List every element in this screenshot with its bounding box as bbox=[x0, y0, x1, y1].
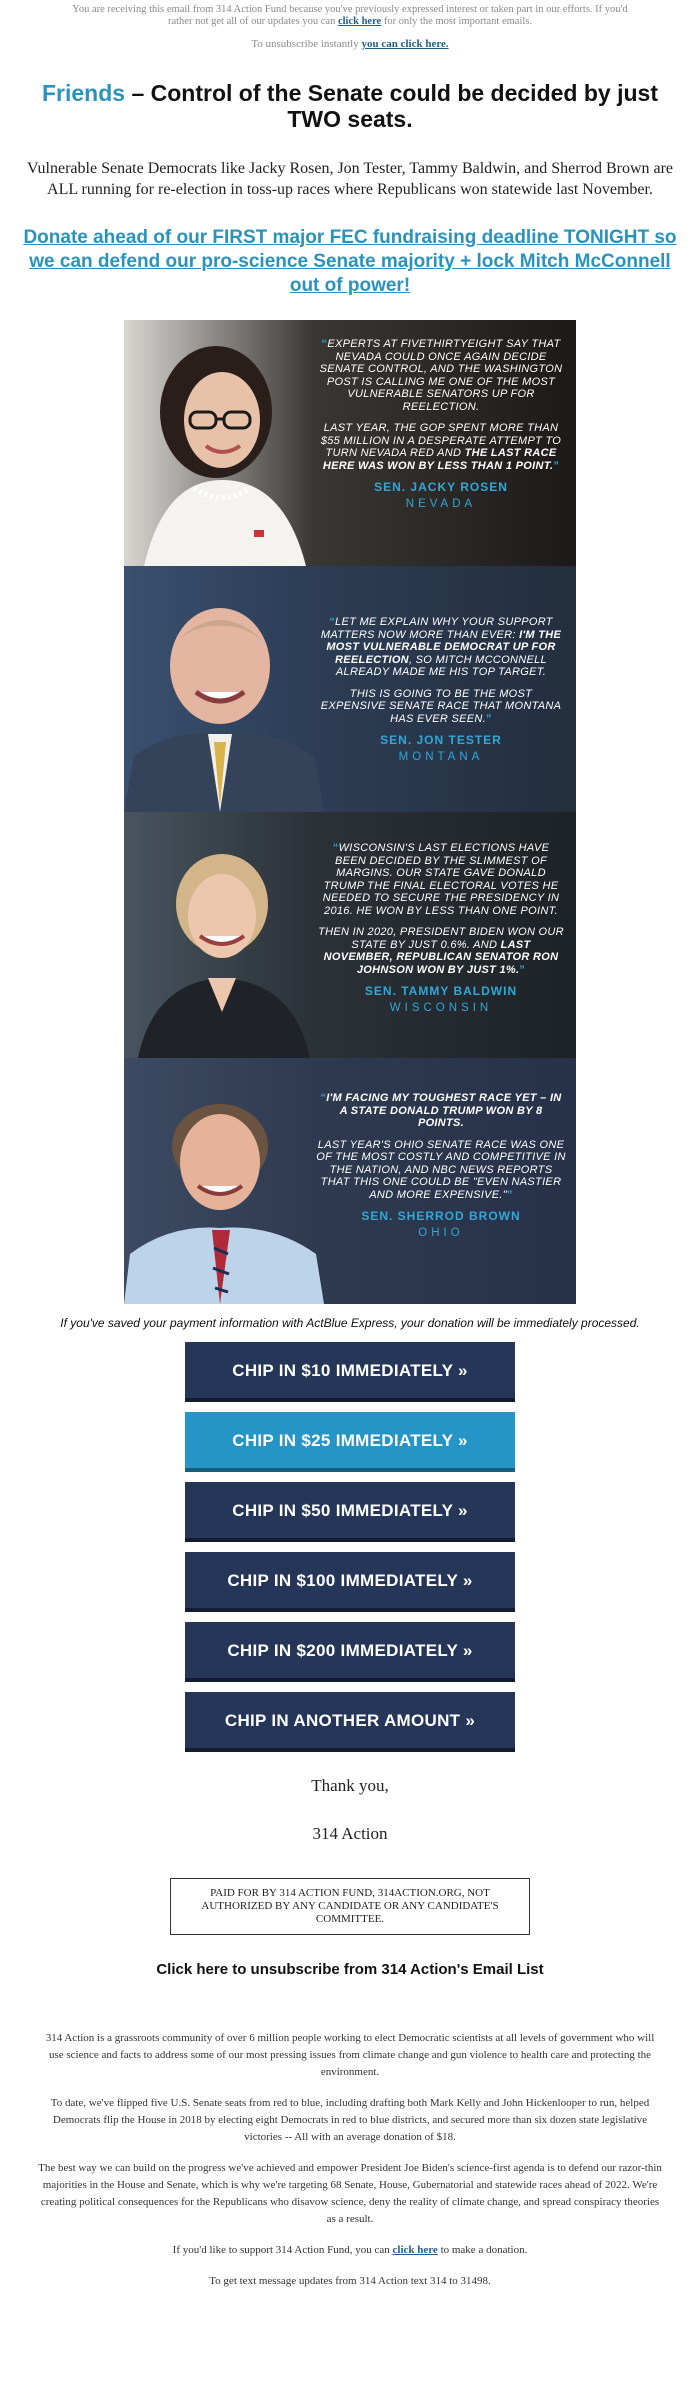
tester-quote-p2: THIS IS GOING TO BE THE MOST EXPENSIVE SENATE RACE THAT MONTANA HAS EVER SEEN. bbox=[320, 687, 562, 725]
chip-in-100-button[interactable]: CHIP IN $100 IMMEDIATELY » bbox=[185, 1552, 515, 1612]
signoff: 314 Action bbox=[312, 1824, 388, 1843]
chip-in-other-button[interactable]: CHIP IN ANOTHER AMOUNT » bbox=[185, 1692, 515, 1752]
preheader-link[interactable]: click here bbox=[337, 16, 382, 27]
footer-agenda: The best way we can build on the progress we've achieved and empower President Joe Biden's science-first agenda is to defend our razor-thin majorities in the House and Senate, which is why we're targeting 68 Senate, House, Gubernatorial and statewide races ahead of 2022. We're creating political consequences for the Republicans who disavow science, deny the reality of climate change, and spread conspiracy theories as a result. bbox=[38, 2162, 662, 2225]
brown-quote: “I'M FACING MY TOUGHEST RACE YET – IN A STATE DONALD TRUMP WON BY 8 POINTS. LAST YEAR'S OHIO SENATE RACE WAS ONE OF THE MOST COSTLY AND COMPETITIVE IN THE NATION, AND NBC NEWS REPORTS THAT THIS ONE COULD BE "EVEN NASTIER AND MORE EXPENSIVE."” SEN. SHERROD BROWN OHIO bbox=[316, 1092, 566, 1239]
headline bbox=[20, 80, 680, 132]
unsubscribe-top bbox=[0, 38, 700, 50]
senator-panel-rosen[interactable] bbox=[124, 320, 576, 566]
rosen-quote: “EXPERTS AT FIVETHIRTYEIGHT SAY THAT NEVADA COULD ONCE AGAIN DECIDE SENATE CONTROL, AND THE WASHINGTON POST IS CALLING ME ONE OF THE MOST VULNERABLE SENATORS UP FOR REELECTION. LAST YEAR, THE GOP SPENT MORE THAN $55 MILLION IN A DESPERATE ATTEMPT TO TURN NEVADA RED AND THE LAST RACE HERE WAS WON BY LESS THAN 1 POINT.” SEN. JACKY ROSEN NEVADA bbox=[316, 338, 566, 510]
tester-quote: “LET ME EXPLAIN WHY YOUR SUPPORT MATTERS NOW MORE THAN EVER: I'M THE MOST VULNERABLE DEMOCRAT UP FOR REELECTION, SO MITCH MCCONNELL ALREADY MADE ME HIS TOP TARGET. THIS IS GOING TO BE THE MOST EXPENSIVE SENATE RACE THAT MONTANA HAS EVER SEEN.” SEN. JON TESTER MONTANA bbox=[316, 616, 566, 763]
brown-quote-bold: I'M FACING MY TOUGHEST RACE YET – IN A STATE DONALD TRUMP WON BY 8 POINTS. bbox=[326, 1092, 562, 1129]
paid-for-disclaimer: PAID FOR BY 314 ACTION FUND, 314ACTION.ORG, NOT AUTHORIZED BY ANY CANDIDATE OR ANY CANDIDATE'S COMMITTEE. bbox=[170, 1878, 530, 1935]
rosen-quote-p1: EXPERTS AT FIVETHIRTYEIGHT SAY THAT NEVADA COULD ONCE AGAIN DECIDE SENATE CONTROL, AND THE WASHINGTON POST IS CALLING ME ONE OF THE MOST VULNERABLE SENATORS UP FOR REELECTION. bbox=[319, 338, 563, 413]
tester-quote-p1c: , SO MITCH MCCONNELL ALREADY MADE ME HIS TOP TARGET. bbox=[335, 653, 547, 678]
senator-panels[interactable] bbox=[124, 320, 576, 1304]
chip-in-50-button[interactable]: CHIP IN $50 IMMEDIATELY » bbox=[185, 1482, 515, 1542]
footer-record: To date, we've flipped five U.S. Senate seats from red to blue, including drafting both Mark Kelly and John Hickenlooper to run, helped Democrats flip the House in 2018 by electing eight Democrats in red to blue districts, and secured more than six dozen state legislative victories -- All with an average donation of $18. bbox=[50, 2097, 650, 2143]
footer bbox=[38, 2030, 662, 2290]
baldwin-quote: “WISCONSIN'S LAST ELECTIONS HAVE BEEN DECIDED BY THE SLIMMEST OF MARGINS. OUR STATE GAVE DONALD TRUMP THE FINAL ELECTORAL VOTES HE NEEDED TO SECURE THE PRESIDENCY IN 2016. HE WON BY LESS THAN ONE POINT. THEN IN 2020, PRESIDENT BIDEN WON OUR STATE BY JUST 0.6%. AND LAST NOVEMBER, REPUBLICAN SENATOR RON JOHNSON WON BY JUST 1%.” SEN. TAMMY BALDWIN WISCONSIN bbox=[316, 842, 566, 1014]
senator-panel-tester[interactable] bbox=[124, 566, 576, 812]
chip-in-10-button[interactable]: CHIP IN $10 IMMEDIATELY » bbox=[185, 1342, 515, 1402]
baldwin-state: WISCONSIN bbox=[389, 1001, 493, 1014]
tester-portrait bbox=[124, 566, 324, 812]
senator-panel-brown[interactable] bbox=[124, 1058, 576, 1304]
preheader-text-after: for only the most important emails. bbox=[383, 16, 533, 27]
brown-state: OHIO bbox=[418, 1226, 464, 1239]
baldwin-quote-p2: THEN IN 2020, PRESIDENT BIDEN WON OUR STATE BY JUST 0.6%. AND bbox=[318, 926, 564, 951]
headline-friends: Friends bbox=[42, 80, 126, 106]
unsubscribe-link[interactable]: Click here to unsubscribe from 314 Action's Email List bbox=[156, 1961, 544, 1978]
actblue-note: If you've saved your payment information with ActBlue Express, your donation will be immediately processed. bbox=[60, 1316, 640, 1330]
footer-donate-link[interactable]: click here bbox=[392, 2244, 438, 2256]
footer-donate-text: If you'd like to support 314 Action Fund, you can bbox=[172, 2244, 390, 2256]
baldwin-portrait bbox=[124, 812, 324, 1058]
tester-state: MONTANA bbox=[398, 750, 484, 763]
baldwin-name: SEN. TAMMY BALDWIN bbox=[364, 984, 518, 998]
donation-buttons bbox=[185, 1342, 515, 1752]
footer-donate bbox=[38, 2242, 662, 2259]
footer-donate-text-after: to make a donation. bbox=[440, 2244, 528, 2256]
thank-you: Thank you, bbox=[311, 1776, 389, 1795]
rosen-portrait bbox=[124, 320, 324, 566]
rosen-quote-p2: LAST YEAR, THE GOP SPENT MORE THAN $55 MILLION IN A DESPERATE ATTEMPT TO TURN NEVADA RED AND bbox=[320, 422, 562, 459]
unsubscribe-top-link[interactable]: you can click here. bbox=[361, 38, 449, 50]
tester-quote-p1: LET ME EXPLAIN WHY YOUR SUPPORT MATTERS NOW MORE THAN EVER: bbox=[320, 616, 553, 641]
chip-in-25-button[interactable]: CHIP IN $25 IMMEDIATELY » bbox=[185, 1412, 515, 1472]
unsubscribe-top-text: To unsubscribe instantly bbox=[251, 38, 359, 50]
rosen-name: SEN. JACKY ROSEN bbox=[374, 480, 508, 494]
rosen-quote-bold: THE LAST RACE HERE WAS WON BY LESS THAN 1 POINT. bbox=[322, 447, 557, 472]
tester-quote-bold: I'M THE MOST VULNERABLE DEMOCRAT UP FOR REELECTION bbox=[326, 628, 562, 666]
headline-text: – Control of the Senate could be decided by just TWO seats. bbox=[125, 80, 658, 132]
senator-panel-baldwin[interactable] bbox=[124, 812, 576, 1058]
footer-text-updates: To get text message updates from 314 Action text 314 to 31498. bbox=[209, 2275, 491, 2287]
brown-portrait bbox=[124, 1058, 324, 1304]
tester-name: SEN. JON TESTER bbox=[380, 733, 502, 747]
intro-paragraph: Vulnerable Senate Democrats like Jacky Rosen, Jon Tester, Tammy Baldwin, and Sherrod Brown are ALL running for re-election in toss-up races where Republicans won statewide last November. bbox=[26, 160, 674, 198]
baldwin-quote-bold: LAST NOVEMBER, REPUBLICAN SENATOR RON JOHNSON WON BY JUST 1%. bbox=[323, 938, 559, 976]
brown-name: SEN. SHERROD BROWN bbox=[361, 1209, 521, 1223]
footer-about: 314 Action is a grassroots community of over 6 million people working to elect Democratic scientists at all levels of government who will use science and facts to address some of our most pressing issues from climate change and gun violence to health care and protecting the environment. bbox=[45, 2032, 655, 2078]
baldwin-quote-p1: WISCONSIN'S LAST ELECTIONS HAVE BEEN DECIDED BY THE SLIMMEST OF MARGINS. OUR STATE GAVE DONALD TRUMP THE FINAL ELECTORAL VOTES HE NEEDED TO SECURE THE PRESIDENCY IN 2016. HE WON BY LESS THAN ONE POINT. bbox=[322, 842, 560, 917]
chip-in-200-button[interactable]: CHIP IN $200 IMMEDIATELY » bbox=[185, 1622, 515, 1682]
donate-link[interactable]: Donate ahead of our FIRST major FEC fundraising deadline TONIGHT so we can defend our pro-science Senate majority + lock Mitch McConnell out of power! bbox=[23, 227, 677, 296]
preheader-text: You are receiving this email from 314 Action Fund because you've previously expressed interest or taken part in our efforts. If you'd rather not get all of our updates you can bbox=[72, 4, 628, 27]
preheader bbox=[0, 0, 700, 28]
brown-quote-p2: LAST YEAR'S OHIO SENATE RACE WAS ONE OF THE MOST COSTLY AND COMPETITIVE IN THE NATION, AND NBC NEWS REPORTS THAT THIS ONE COULD BE "EVEN NASTIER AND MORE EXPENSIVE." bbox=[316, 1138, 566, 1201]
rosen-state: NEVADA bbox=[405, 497, 477, 510]
